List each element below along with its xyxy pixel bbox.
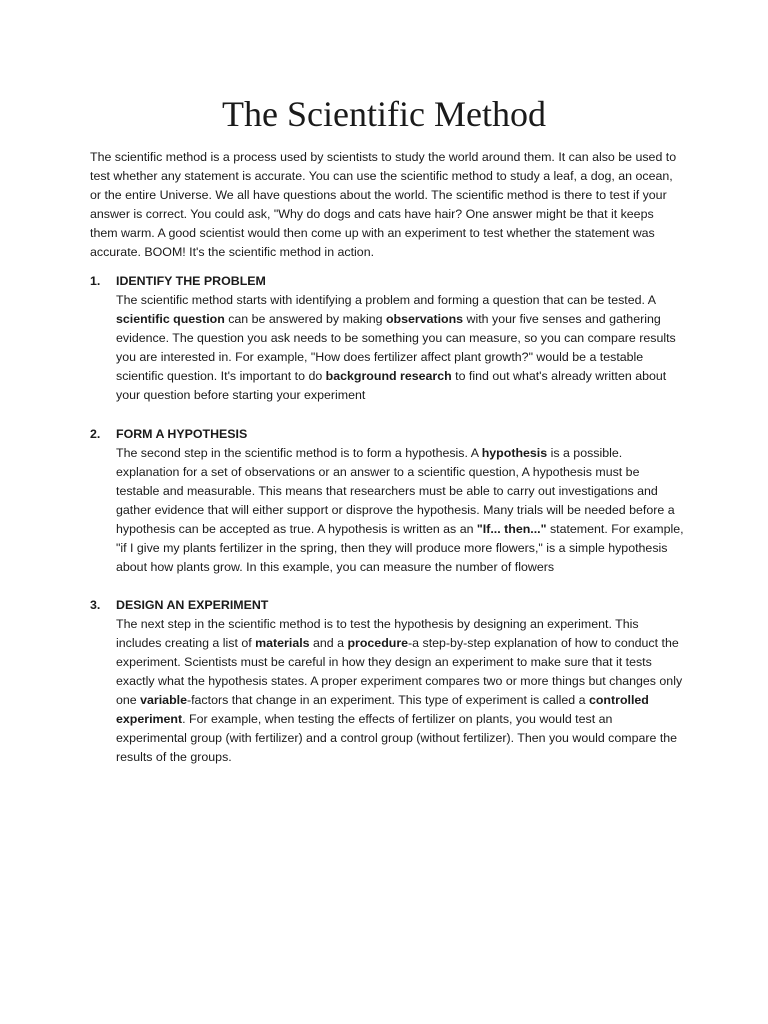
body-text: The second step in the scientific method is to form a hypothesis. A: [116, 446, 482, 460]
bold-term: controlled experiment: [116, 693, 649, 726]
intro-paragraph: The scientific method is a process used by scientists to study the world around them. It can also be used to test whether any statement is accurate. You can use the scientific method to study a leaf, a dog, an ocean, or the entire Universe. We all have questions about the world. The scientific method is there to test if your answer is correct. You could ask, "Why do dogs and cats have hair? One answer might be that it keeps them warm. A good scientist would then come up with an experiment to test whether the statement was accurate. BOOM! It's the scientific method in action.: [90, 150, 677, 259]
body-text: statement. For example, "if I give my plants fertilizer in the spring, then they will produce more flowers," is a simple hypothesis about how plants grow. In this example, you can measure the number of flowers: [116, 522, 684, 574]
section-identify-the-problem: [90, 272, 684, 405]
body-text: can be answered by making: [224, 312, 386, 326]
bold-term: materials: [255, 636, 310, 650]
body-text: -factors that change in an experiment. This type of experiment is called a: [186, 693, 589, 707]
body-text: The next step in the scientific method is to test the hypothesis by designing an experiment. This includes creating a list of: [116, 617, 639, 650]
bold-term: observations: [385, 312, 464, 326]
bold-term: variable: [140, 693, 187, 707]
section-number: 2.: [90, 427, 101, 441]
section-heading: [90, 425, 684, 444]
section-heading: [90, 272, 684, 291]
body-text: The scientific method starts with identifying a problem and forming a question that can be tested. A: [116, 293, 656, 307]
body-text: and a: [309, 636, 348, 650]
section-number: 1.: [90, 274, 101, 288]
section-body: [116, 444, 684, 577]
section-form-a-hypothesis: [90, 425, 684, 577]
bold-term: scientific question: [116, 312, 225, 326]
section-heading: [90, 596, 684, 615]
bold-term: procedure: [347, 636, 409, 650]
section-body: [116, 615, 684, 767]
body-text: with your five senses and gathering evidence. The question you ask needs to be something you can measure, so you can compare results you are interested in. For example, "How does fertilizer affect plant growth?" would be a testable scientific question. It's important to do: [116, 312, 676, 383]
section-number: 3.: [90, 598, 101, 612]
body-text: -a step-by-step explanation of how to conduct the experiment. Scientists must be careful in how they design an experiment to make sure that it tests exactly what the hypothesis states. A proper experiment compares two or more things but changes only one: [116, 636, 683, 707]
section-heading-text: DESIGN AN EXPERIMENT: [116, 598, 269, 612]
bold-term: hypothesis: [481, 446, 548, 460]
body-text: . For example, when testing the effects of fertilizer on plants, you would test an experimental group (with fertilizer) and a control group (without fertilizer). Then you would compare the results of the groups.: [116, 712, 678, 764]
section-design-an-experiment: [90, 596, 684, 767]
section-heading-text: FORM A HYPOTHESIS: [116, 427, 248, 441]
section-heading-text: IDENTIFY THE PROBLEM: [116, 274, 266, 288]
body-text: to find out what's already written about your question before starting your experiment: [116, 369, 667, 402]
section-body: [116, 291, 684, 405]
page-title: The Scientific Method: [222, 94, 546, 134]
body-text: is a possible. explanation for a set of observations or an answer to a scientific question, A hypothesis must be testable and measurable. This means that researchers must be able to carry out investigations and gather evidence that will either support or disprove the hypothesis. Many trials will be needed before a hypothesis can be accepted as true. A hypothesis is written as an: [116, 446, 675, 536]
bold-term: "If... then...": [476, 522, 547, 536]
bold-term: background research: [325, 369, 452, 383]
